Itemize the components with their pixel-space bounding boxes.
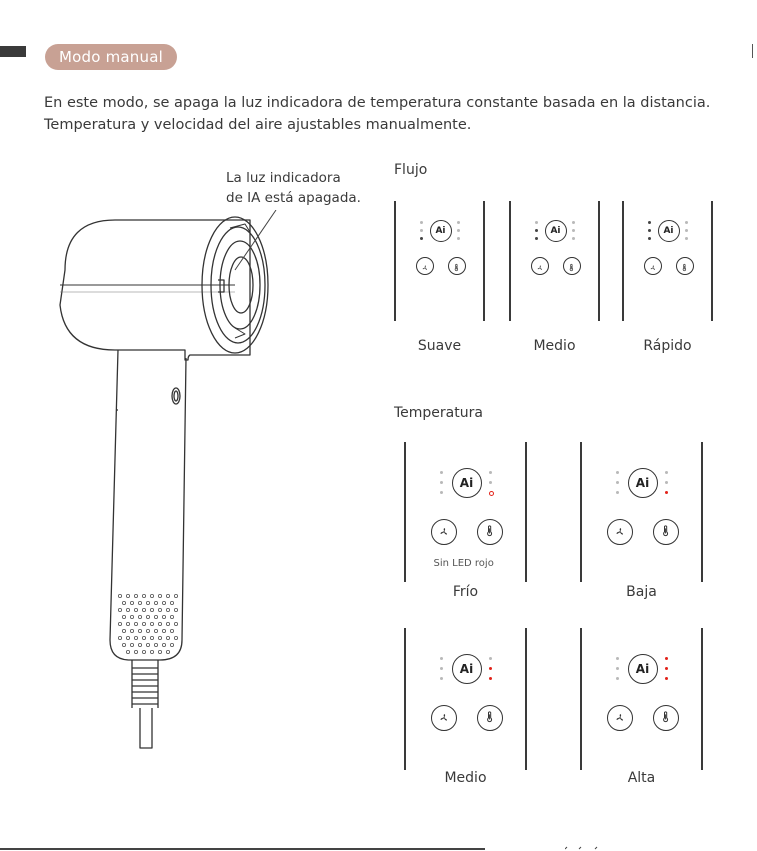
led-right-3 (457, 237, 460, 240)
temperature-panel-2-label: Baja (626, 584, 657, 600)
thermometer-icon (567, 257, 576, 276)
panel-right-edge (701, 628, 703, 770)
led-left-1 (440, 657, 443, 660)
hair-dryer-illustration (40, 210, 370, 760)
led-left-2 (535, 229, 538, 232)
fan-button[interactable] (607, 519, 633, 545)
led-right-2 (665, 481, 668, 484)
led-left-1 (440, 471, 443, 474)
led-right-1 (489, 657, 492, 660)
panel-left-edge (580, 442, 582, 582)
thermometer-icon (659, 709, 672, 728)
panel-left-edge (580, 628, 582, 770)
temperature-panel-2 (580, 442, 703, 582)
led-left-2 (440, 667, 443, 670)
thermometer-icon (659, 523, 672, 542)
led-right-2 (665, 667, 668, 670)
led-left-3 (535, 237, 538, 240)
panel-right-edge (598, 201, 600, 321)
led-left-1 (535, 221, 538, 224)
led-right-1 (665, 657, 668, 660)
fan-button[interactable] (431, 705, 457, 731)
led-left-1 (420, 221, 423, 224)
led-right-1 (685, 221, 688, 224)
led-right-3 (489, 491, 494, 496)
thermometer-icon (452, 257, 461, 276)
flow-panel-3 (622, 201, 713, 321)
led-left-2 (616, 667, 619, 670)
fan-icon (421, 257, 429, 276)
footer-rule (0, 848, 485, 850)
panel-right-edge (701, 442, 703, 582)
led-left-3 (420, 237, 423, 240)
led-left-2 (420, 229, 423, 232)
led-right-3 (665, 491, 668, 494)
thermometer-button[interactable] (653, 519, 679, 545)
led-left-3 (616, 491, 619, 494)
ai-button[interactable]: Ai (545, 220, 567, 242)
panel-right-edge (525, 628, 527, 770)
flow-section-title: Flujo (394, 162, 428, 178)
panel-note: Sin LED rojo (433, 558, 494, 569)
thermometer-button[interactable] (676, 257, 694, 275)
panel-right-edge (711, 201, 713, 321)
temperature-section-title: Temperatura (394, 405, 483, 421)
led-left-3 (440, 491, 443, 494)
led-left-3 (616, 677, 619, 680)
led-right-2 (489, 481, 492, 484)
led-left-2 (648, 229, 651, 232)
led-right-2 (457, 229, 460, 232)
temperature-panel-1-label: Frío (452, 584, 479, 600)
led-left-1 (616, 657, 619, 660)
fan-button[interactable] (531, 257, 549, 275)
footer-marks (565, 846, 615, 850)
ai-button[interactable]: Ai (628, 654, 658, 684)
flow-panel-2-label: Medio (533, 338, 576, 354)
led-right-1 (572, 221, 575, 224)
temperature-panel-3-label: Medio (444, 770, 487, 786)
panel-left-edge (404, 442, 406, 582)
ai-light-callout (226, 168, 361, 208)
panel-right-edge (483, 201, 485, 321)
panel-left-edge (509, 201, 511, 321)
fan-icon (614, 709, 626, 728)
led-right-1 (457, 221, 460, 224)
fan-icon (438, 709, 450, 728)
panel-left-edge (622, 201, 624, 321)
led-left-2 (616, 481, 619, 484)
fan-icon (438, 523, 450, 542)
thermometer-button[interactable] (653, 705, 679, 731)
flow-panel-1-label: Suave (417, 338, 462, 354)
fan-icon (614, 523, 626, 542)
ai-button[interactable]: Ai (430, 220, 452, 242)
panel-left-edge (394, 201, 396, 321)
page-edge-mark (752, 44, 753, 58)
thermometer-button[interactable] (477, 519, 503, 545)
led-right-2 (489, 667, 492, 670)
fan-button[interactable] (607, 705, 633, 731)
temperature-panel-1 (404, 442, 527, 582)
callout-line-2: de IA está apagada. (226, 190, 361, 206)
fan-icon (536, 257, 544, 276)
page-edge-tab (0, 46, 26, 57)
thermometer-button[interactable] (477, 705, 503, 731)
ai-button[interactable]: Ai (658, 220, 680, 242)
thermometer-icon (483, 709, 496, 728)
temperature-panel-4 (580, 628, 703, 770)
temperature-panel-3 (404, 628, 527, 770)
led-right-1 (489, 471, 492, 474)
led-left-3 (648, 237, 651, 240)
fan-button[interactable] (416, 257, 434, 275)
led-right-3 (665, 677, 668, 680)
led-right-3 (572, 237, 575, 240)
intro-text (44, 92, 744, 136)
fan-button[interactable] (644, 257, 662, 275)
led-left-1 (648, 221, 651, 224)
panel-left-edge (404, 628, 406, 770)
thermometer-icon (483, 523, 496, 542)
fan-icon (649, 257, 657, 276)
led-right-3 (489, 677, 492, 680)
ai-button[interactable]: Ai (452, 654, 482, 684)
callout-line-1: La luz indicadora (226, 170, 341, 186)
panel-right-edge (525, 442, 527, 582)
led-left-2 (440, 481, 443, 484)
thermometer-icon (680, 257, 689, 276)
flow-panel-3-label: Rápido (643, 338, 692, 354)
ai-button[interactable]: Ai (628, 468, 658, 498)
thermometer-button[interactable] (448, 257, 466, 275)
led-left-1 (616, 471, 619, 474)
led-right-2 (685, 229, 688, 232)
led-right-1 (665, 471, 668, 474)
led-left-3 (440, 677, 443, 680)
mode-badge: Modo manual (45, 44, 177, 70)
intro-line-1: En este modo, se apaga la luz indicadora de temperatura constante basada en la distancia. (44, 95, 711, 111)
ai-button[interactable]: Ai (452, 468, 482, 498)
led-right-2 (572, 229, 575, 232)
led-right-3 (685, 237, 688, 240)
thermometer-button[interactable] (563, 257, 581, 275)
temperature-panel-4-label: Alta (627, 770, 656, 786)
flow-panel-1 (394, 201, 485, 321)
fan-button[interactable] (431, 519, 457, 545)
intro-line-2: Temperatura y velocidad del aire ajustables manualmente. (44, 117, 472, 133)
flow-panel-2 (509, 201, 600, 321)
